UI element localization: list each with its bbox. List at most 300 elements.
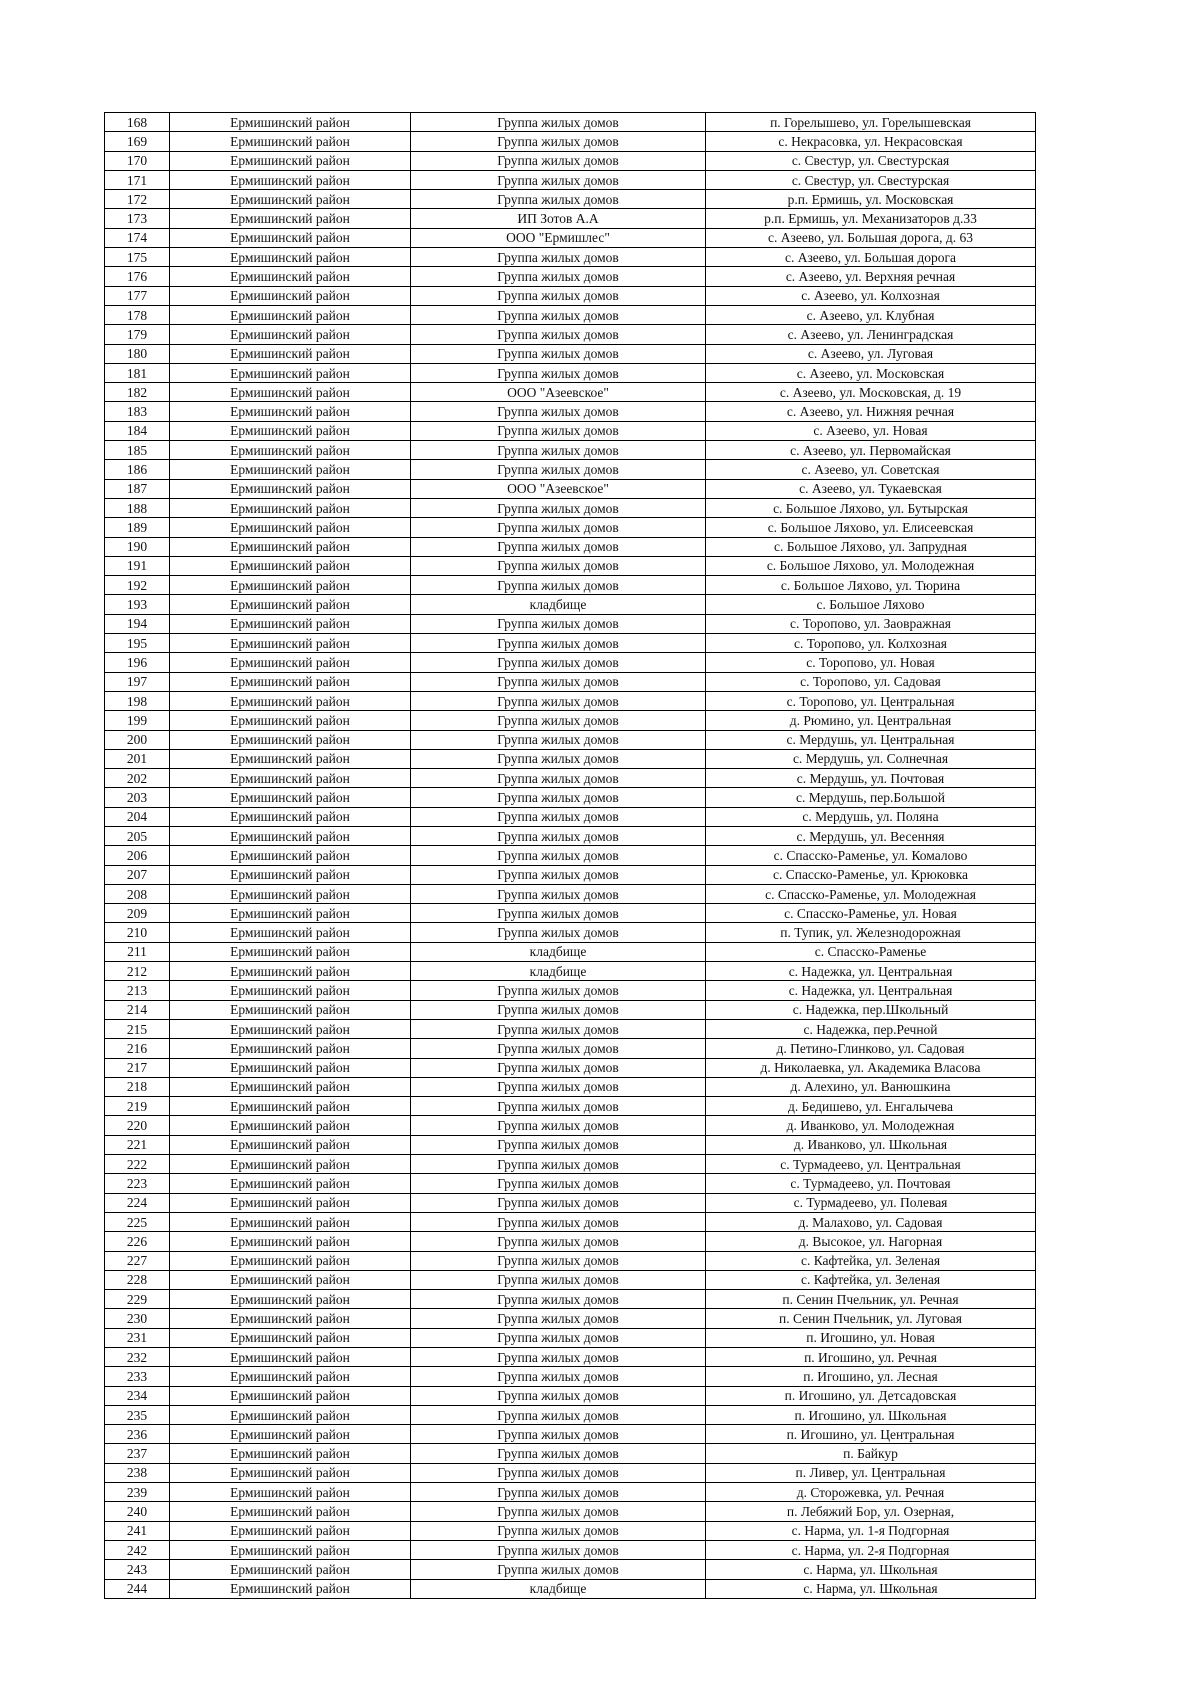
address-cell: д. Алехино, ул. Ванюшкина [706, 1077, 1036, 1096]
object-cell: Группа жилых домов [411, 1502, 706, 1521]
object-cell: Группа жилых домов [411, 788, 706, 807]
row-number-cell: 215 [105, 1019, 170, 1038]
object-cell: Группа жилых домов [411, 730, 706, 749]
row-number-cell: 192 [105, 576, 170, 595]
object-cell: Группа жилых домов [411, 1174, 706, 1193]
table-row [105, 672, 1036, 691]
object-cell: Группа жилых домов [411, 1290, 706, 1309]
district-cell: Ермишинский район [170, 769, 411, 788]
table-row [105, 1328, 1036, 1347]
address-cell: д. Малахово, ул. Садовая [706, 1212, 1036, 1231]
object-cell: Группа жилых домов [411, 1521, 706, 1540]
table-row [105, 962, 1036, 981]
row-number-cell: 229 [105, 1290, 170, 1309]
row-number-cell: 180 [105, 344, 170, 363]
district-cell: Ермишинский район [170, 1405, 411, 1424]
table-row [105, 1348, 1036, 1367]
row-number-cell: 213 [105, 981, 170, 1000]
object-cell: Группа жилых домов [411, 1251, 706, 1270]
table-row [105, 1116, 1036, 1135]
object-cell: ООО "Азеевское" [411, 383, 706, 402]
district-cell: Ермишинский район [170, 518, 411, 537]
table-row [105, 518, 1036, 537]
district-cell: Ермишинский район [170, 691, 411, 710]
district-cell: Ермишинский район [170, 1097, 411, 1116]
table-row [105, 1174, 1036, 1193]
table-row [105, 1097, 1036, 1116]
row-number-cell: 183 [105, 402, 170, 421]
row-number-cell: 178 [105, 305, 170, 324]
table-row [105, 711, 1036, 730]
address-cell: с. Большое Ляхово, ул. Тюрина [706, 576, 1036, 595]
row-number-cell: 197 [105, 672, 170, 691]
table-row [105, 1251, 1036, 1270]
address-cell: д. Высокое, ул. Нагорная [706, 1232, 1036, 1251]
row-number-cell: 186 [105, 460, 170, 479]
table-row [105, 981, 1036, 1000]
object-cell: Группа жилых домов [411, 653, 706, 672]
address-cell: с. Надежка, ул. Центральная [706, 981, 1036, 1000]
district-cell: Ермишинский район [170, 344, 411, 363]
address-cell: с. Надежка, ул. Центральная [706, 962, 1036, 981]
row-number-cell: 179 [105, 325, 170, 344]
row-number-cell: 191 [105, 556, 170, 575]
object-cell: Группа жилых домов [411, 826, 706, 845]
district-cell: Ермишинский район [170, 1463, 411, 1482]
object-cell: Группа жилых домов [411, 1232, 706, 1251]
object-cell: Группа жилых домов [411, 1077, 706, 1096]
district-cell: Ермишинский район [170, 1270, 411, 1289]
object-cell: Группа жилых домов [411, 1019, 706, 1038]
address-cell: с. Азеево, ул. Большая дорога, д. 63 [706, 228, 1036, 247]
address-cell: с. Азеево, ул. Верхняя речная [706, 267, 1036, 286]
district-cell: Ермишинский район [170, 363, 411, 382]
address-cell: с. Мердушь, ул. Центральная [706, 730, 1036, 749]
address-cell: с. Мердушь, ул. Почтовая [706, 769, 1036, 788]
address-cell: с. Турмадеево, ул. Полевая [706, 1193, 1036, 1212]
address-cell: с. Свестур, ул. Свестурская [706, 170, 1036, 189]
row-number-cell: 174 [105, 228, 170, 247]
table-row [105, 132, 1036, 151]
table-row [105, 1463, 1036, 1482]
address-cell: с. Большое Ляхово [706, 595, 1036, 614]
table-row [105, 749, 1036, 768]
row-number-cell: 211 [105, 942, 170, 961]
district-cell: Ермишинский район [170, 421, 411, 440]
row-number-cell: 198 [105, 691, 170, 710]
address-cell: с. Свестур, ул. Свестурская [706, 151, 1036, 170]
table-row [105, 1193, 1036, 1212]
table-row [105, 460, 1036, 479]
row-number-cell: 225 [105, 1212, 170, 1231]
table-row [105, 113, 1036, 132]
district-cell: Ермишинский район [170, 807, 411, 826]
row-number-cell: 217 [105, 1058, 170, 1077]
row-number-cell: 231 [105, 1328, 170, 1347]
district-cell: Ермишинский район [170, 1444, 411, 1463]
table-row [105, 1290, 1036, 1309]
table-row [105, 595, 1036, 614]
table-row [105, 1579, 1036, 1598]
district-cell: Ермишинский район [170, 1290, 411, 1309]
address-cell: с. Турмадеево, ул. Центральная [706, 1155, 1036, 1174]
address-cell: с. Кафтейка, ул. Зеленая [706, 1270, 1036, 1289]
object-cell: Группа жилых домов [411, 923, 706, 942]
address-cell: с. Азеево, ул. Колхозная [706, 286, 1036, 305]
address-cell: п. Игошино, ул. Новая [706, 1328, 1036, 1347]
district-cell: Ермишинский район [170, 479, 411, 498]
district-cell: Ермишинский район [170, 1174, 411, 1193]
table-row [105, 1386, 1036, 1405]
district-cell: Ермишинский район [170, 1579, 411, 1598]
table-row [105, 807, 1036, 826]
address-cell: с. Азеево, ул. Московская [706, 363, 1036, 382]
table-row [105, 1540, 1036, 1559]
object-cell: Группа жилых домов [411, 421, 706, 440]
table-row [105, 865, 1036, 884]
district-cell: Ермишинский район [170, 788, 411, 807]
row-number-cell: 210 [105, 923, 170, 942]
table-row [105, 479, 1036, 498]
table-row [105, 1405, 1036, 1424]
district-cell: Ермишинский район [170, 1502, 411, 1521]
table-row [105, 1444, 1036, 1463]
table-row [105, 1039, 1036, 1058]
object-cell: Группа жилых домов [411, 1560, 706, 1579]
row-number-cell: 190 [105, 537, 170, 556]
row-number-cell: 196 [105, 653, 170, 672]
table-row [105, 1212, 1036, 1231]
address-cell: с. Большое Ляхово, ул. Елисеевская [706, 518, 1036, 537]
object-cell: Группа жилых домов [411, 884, 706, 903]
address-cell: с. Большое Ляхово, ул. Молодежная [706, 556, 1036, 575]
address-cell: с. Кафтейка, ул. Зеленая [706, 1251, 1036, 1270]
object-cell: Группа жилых домов [411, 981, 706, 1000]
object-cell: Группа жилых домов [411, 1039, 706, 1058]
row-number-cell: 182 [105, 383, 170, 402]
row-number-cell: 219 [105, 1097, 170, 1116]
table-row [105, 209, 1036, 228]
registry-table-body [105, 113, 1036, 1599]
address-cell: п. Тупик, ул. Железнодорожная [706, 923, 1036, 942]
row-number-cell: 187 [105, 479, 170, 498]
table-row [105, 1309, 1036, 1328]
address-cell: с. Торопово, ул. Новая [706, 653, 1036, 672]
table-row [105, 267, 1036, 286]
district-cell: Ермишинский район [170, 962, 411, 981]
address-cell: с. Азеево, ул. Луговая [706, 344, 1036, 363]
address-cell: п. Сенин Пчельник, ул. Речная [706, 1290, 1036, 1309]
object-cell: Группа жилых домов [411, 1000, 706, 1019]
district-cell: Ермишинский район [170, 653, 411, 672]
address-cell: п. Игошино, ул. Школьная [706, 1405, 1036, 1424]
district-cell: Ермишинский район [170, 1540, 411, 1559]
row-number-cell: 169 [105, 132, 170, 151]
row-number-cell: 224 [105, 1193, 170, 1212]
row-number-cell: 208 [105, 884, 170, 903]
district-cell: Ермишинский район [170, 923, 411, 942]
row-number-cell: 177 [105, 286, 170, 305]
row-number-cell: 205 [105, 826, 170, 845]
row-number-cell: 206 [105, 846, 170, 865]
object-cell: Группа жилых домов [411, 1444, 706, 1463]
object-cell: Группа жилых домов [411, 749, 706, 768]
district-cell: Ермишинский район [170, 1328, 411, 1347]
address-cell: с. Большое Ляхово, ул. Бутырская [706, 498, 1036, 517]
object-cell: Группа жилых домов [411, 634, 706, 653]
table-row [105, 614, 1036, 633]
address-cell: д. Петино-Глинково, ул. Садовая [706, 1039, 1036, 1058]
object-cell: Группа жилых домов [411, 151, 706, 170]
object-cell: Группа жилых домов [411, 248, 706, 267]
address-cell: с. Некрасовка, ул. Некрасовская [706, 132, 1036, 151]
district-cell: Ермишинский район [170, 170, 411, 189]
table-row [105, 1270, 1036, 1289]
object-cell: Группа жилых домов [411, 537, 706, 556]
address-cell: с. Торопово, ул. Садовая [706, 672, 1036, 691]
row-number-cell: 216 [105, 1039, 170, 1058]
address-cell: с. Азеево, ул. Новая [706, 421, 1036, 440]
row-number-cell: 201 [105, 749, 170, 768]
district-cell: Ермишинский район [170, 325, 411, 344]
table-row [105, 1058, 1036, 1077]
address-cell: с. Мердушь, пер.Большой [706, 788, 1036, 807]
object-cell: Группа жилых домов [411, 1425, 706, 1444]
table-row [105, 556, 1036, 575]
row-number-cell: 188 [105, 498, 170, 517]
table-row [105, 576, 1036, 595]
district-cell: Ермишинский район [170, 113, 411, 132]
row-number-cell: 241 [105, 1521, 170, 1540]
district-cell: Ермишинский район [170, 1386, 411, 1405]
district-cell: Ермишинский район [170, 1560, 411, 1579]
object-cell: Группа жилых домов [411, 1483, 706, 1502]
row-number-cell: 203 [105, 788, 170, 807]
object-cell: Группа жилых домов [411, 305, 706, 324]
district-cell: Ермишинский район [170, 672, 411, 691]
district-cell: Ермишинский район [170, 865, 411, 884]
table-row [105, 1521, 1036, 1540]
object-cell: Группа жилых домов [411, 286, 706, 305]
district-cell: Ермишинский район [170, 1077, 411, 1096]
object-cell: Группа жилых домов [411, 1348, 706, 1367]
table-row [105, 769, 1036, 788]
district-cell: Ермишинский район [170, 1521, 411, 1540]
row-number-cell: 200 [105, 730, 170, 749]
row-number-cell: 204 [105, 807, 170, 826]
object-cell: Группа жилых домов [411, 267, 706, 286]
table-row [105, 1560, 1036, 1579]
table-row [105, 730, 1036, 749]
district-cell: Ермишинский район [170, 248, 411, 267]
address-cell: п. Игошино, ул. Лесная [706, 1367, 1036, 1386]
table-row [105, 441, 1036, 460]
table-row [105, 1077, 1036, 1096]
district-cell: Ермишинский район [170, 286, 411, 305]
address-cell: с. Азеево, ул. Большая дорога [706, 248, 1036, 267]
table-row [105, 537, 1036, 556]
district-cell: Ермишинский район [170, 383, 411, 402]
row-number-cell: 233 [105, 1367, 170, 1386]
table-row [105, 383, 1036, 402]
object-cell: кладбище [411, 1579, 706, 1598]
district-cell: Ермишинский район [170, 441, 411, 460]
address-cell: д. Сторожевка, ул. Речная [706, 1483, 1036, 1502]
address-cell: с. Спасско-Раменье, ул. Молодежная [706, 884, 1036, 903]
address-cell: п. Игошино, ул. Центральная [706, 1425, 1036, 1444]
address-cell: с. Спасско-Раменье, ул. Крюковка [706, 865, 1036, 884]
table-row [105, 402, 1036, 421]
table-row [105, 1502, 1036, 1521]
district-cell: Ермишинский район [170, 981, 411, 1000]
object-cell: Группа жилых домов [411, 1116, 706, 1135]
row-number-cell: 212 [105, 962, 170, 981]
table-row [105, 691, 1036, 710]
address-cell: с. Азеево, ул. Московская, д. 19 [706, 383, 1036, 402]
object-cell: Группа жилых домов [411, 576, 706, 595]
object-cell: Группа жилых домов [411, 1058, 706, 1077]
object-cell: Группа жилых домов [411, 1212, 706, 1231]
object-cell: Группа жилых домов [411, 1463, 706, 1482]
table-row [105, 248, 1036, 267]
row-number-cell: 184 [105, 421, 170, 440]
district-cell: Ермишинский район [170, 1135, 411, 1154]
object-cell: Группа жилых домов [411, 344, 706, 363]
object-cell: Группа жилых домов [411, 170, 706, 189]
district-cell: Ермишинский район [170, 634, 411, 653]
row-number-cell: 185 [105, 441, 170, 460]
address-cell: д. Бедишево, ул. Енгалычева [706, 1097, 1036, 1116]
table-row [105, 923, 1036, 942]
row-number-cell: 173 [105, 209, 170, 228]
object-cell: Группа жилых домов [411, 518, 706, 537]
address-cell: п. Лебяжий Бор, ул. Озерная, [706, 1502, 1036, 1521]
address-cell: с. Спасско-Раменье, ул. Новая [706, 904, 1036, 923]
table-row [105, 634, 1036, 653]
table-row [105, 190, 1036, 209]
address-cell: с. Торопово, ул. Центральная [706, 691, 1036, 710]
table-row [105, 904, 1036, 923]
address-cell: п. Игошино, ул. Детсадовская [706, 1386, 1036, 1405]
district-cell: Ермишинский район [170, 1155, 411, 1174]
table-row [105, 653, 1036, 672]
object-cell: Группа жилых домов [411, 691, 706, 710]
district-cell: Ермишинский район [170, 1251, 411, 1270]
district-cell: Ермишинский район [170, 595, 411, 614]
row-number-cell: 222 [105, 1155, 170, 1174]
table-row [105, 1425, 1036, 1444]
district-cell: Ермишинский район [170, 1039, 411, 1058]
table-row [105, 421, 1036, 440]
row-number-cell: 243 [105, 1560, 170, 1579]
object-cell: Группа жилых домов [411, 1328, 706, 1347]
address-cell: д. Рюмино, ул. Центральная [706, 711, 1036, 730]
district-cell: Ермишинский район [170, 267, 411, 286]
address-cell: с. Нарма, ул. Школьная [706, 1560, 1036, 1579]
district-cell: Ермишинский район [170, 1367, 411, 1386]
district-cell: Ермишинский район [170, 711, 411, 730]
row-number-cell: 218 [105, 1077, 170, 1096]
table-row [105, 846, 1036, 865]
object-cell: Группа жилых домов [411, 325, 706, 344]
object-cell: Группа жилых домов [411, 190, 706, 209]
object-cell: Группа жилых домов [411, 1193, 706, 1212]
table-row [105, 286, 1036, 305]
address-cell: с. Азеево, ул. Первомайская [706, 441, 1036, 460]
district-cell: Ермишинский район [170, 402, 411, 421]
object-cell: Группа жилых домов [411, 865, 706, 884]
address-cell: с. Турмадеево, ул. Почтовая [706, 1174, 1036, 1193]
district-cell: Ермишинский район [170, 942, 411, 961]
address-cell: п. Игошино, ул. Речная [706, 1348, 1036, 1367]
row-number-cell: 214 [105, 1000, 170, 1019]
district-cell: Ермишинский район [170, 1193, 411, 1212]
address-cell: с. Нарма, ул. 2-я Подгорная [706, 1540, 1036, 1559]
row-number-cell: 238 [105, 1463, 170, 1482]
object-cell: Группа жилых домов [411, 1135, 706, 1154]
district-cell: Ермишинский район [170, 190, 411, 209]
district-cell: Ермишинский район [170, 1483, 411, 1502]
district-cell: Ермишинский район [170, 826, 411, 845]
address-cell: с. Надежка, пер.Речной [706, 1019, 1036, 1038]
row-number-cell: 236 [105, 1425, 170, 1444]
district-cell: Ермишинский район [170, 1116, 411, 1135]
district-cell: Ермишинский район [170, 614, 411, 633]
table-row [105, 170, 1036, 189]
district-cell: Ермишинский район [170, 228, 411, 247]
row-number-cell: 170 [105, 151, 170, 170]
row-number-cell: 194 [105, 614, 170, 633]
object-cell: Группа жилых домов [411, 460, 706, 479]
row-number-cell: 227 [105, 1251, 170, 1270]
address-cell: р.п. Ермишь, ул. Механизаторов д.33 [706, 209, 1036, 228]
object-cell: Группа жилых домов [411, 132, 706, 151]
row-number-cell: 189 [105, 518, 170, 537]
district-cell: Ермишинский район [170, 749, 411, 768]
address-cell: с. Азеево, ул. Нижняя речная [706, 402, 1036, 421]
row-number-cell: 181 [105, 363, 170, 382]
address-cell: с. Мердушь, ул. Поляна [706, 807, 1036, 826]
row-number-cell: 230 [105, 1309, 170, 1328]
district-cell: Ермишинский район [170, 884, 411, 903]
table-row [105, 788, 1036, 807]
address-cell: п. Горелышево, ул. Горелышевская [706, 113, 1036, 132]
district-cell: Ермишинский район [170, 305, 411, 324]
object-cell: Группа жилых домов [411, 1309, 706, 1328]
table-row [105, 826, 1036, 845]
object-cell: Группа жилых домов [411, 672, 706, 691]
object-cell: Группа жилых домов [411, 441, 706, 460]
object-cell: Группа жилых домов [411, 363, 706, 382]
district-cell: Ермишинский район [170, 1348, 411, 1367]
object-cell: Группа жилых домов [411, 1270, 706, 1289]
district-cell: Ермишинский район [170, 846, 411, 865]
district-cell: Ермишинский район [170, 151, 411, 170]
address-cell: с. Азеево, ул. Советская [706, 460, 1036, 479]
registry-table [104, 112, 1036, 1599]
row-number-cell: 237 [105, 1444, 170, 1463]
district-cell: Ермишинский район [170, 576, 411, 595]
address-cell: д. Николаевка, ул. Академика Власова [706, 1058, 1036, 1077]
district-cell: Ермишинский район [170, 460, 411, 479]
table-row [105, 942, 1036, 961]
object-cell: ООО "Ермишлес" [411, 228, 706, 247]
district-cell: Ермишинский район [170, 1000, 411, 1019]
district-cell: Ермишинский район [170, 1309, 411, 1328]
table-row [105, 1232, 1036, 1251]
table-row [105, 1019, 1036, 1038]
district-cell: Ермишинский район [170, 556, 411, 575]
